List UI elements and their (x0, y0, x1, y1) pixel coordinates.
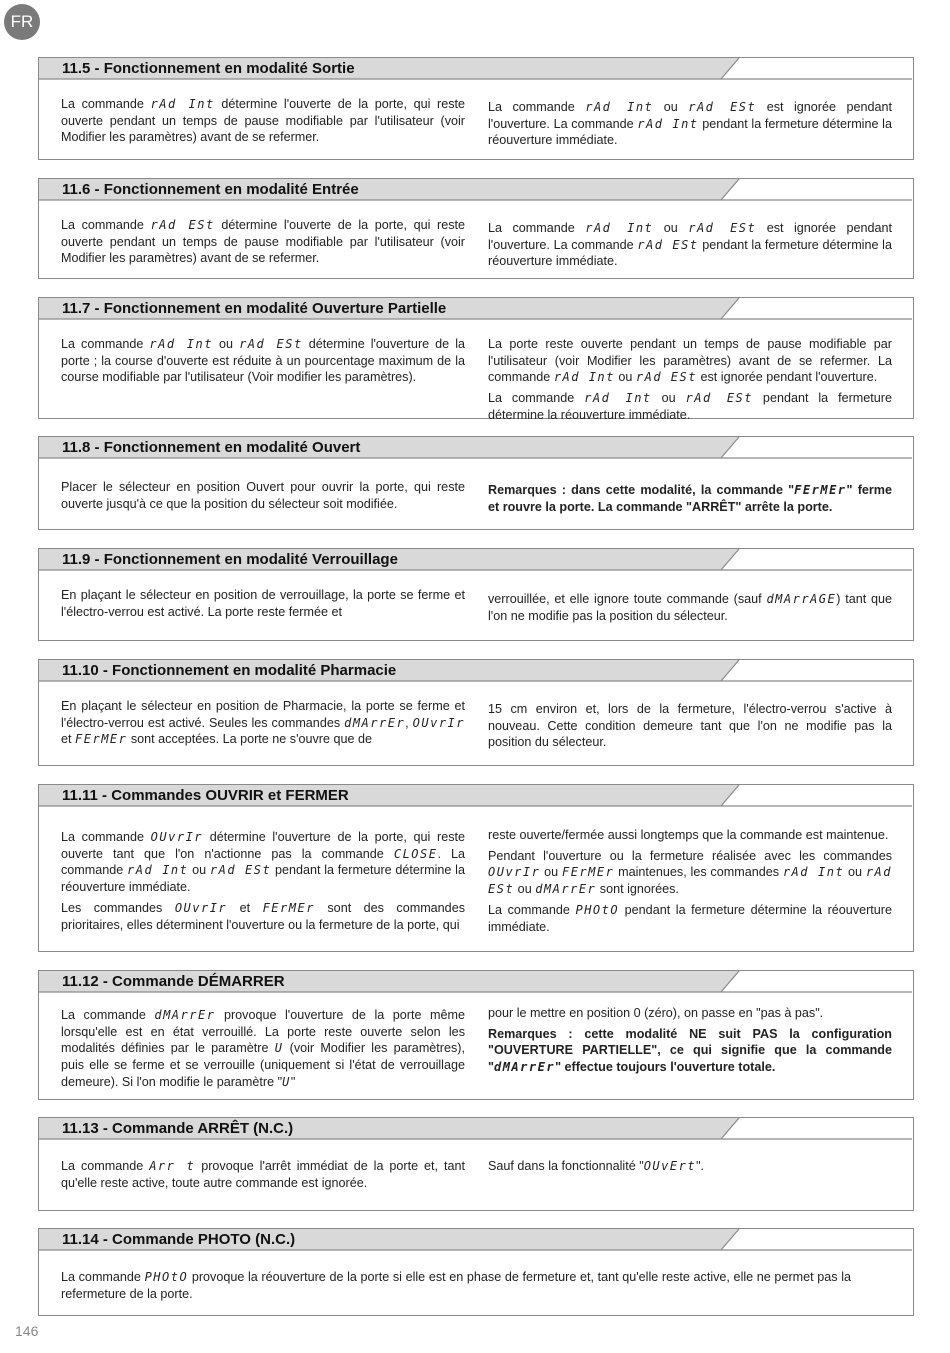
text-run: maintenues, les commandes (614, 865, 783, 880)
text-run: Les commandes (61, 900, 175, 915)
text-run: ou (212, 337, 240, 351)
lcd-code: U (282, 1074, 291, 1089)
lcd-code: rAd Int (585, 100, 654, 114)
paragraph (61, 1158, 465, 1191)
lcd-code: rAd ESt (150, 218, 215, 232)
section-title: 11.10 - Fonctionnement en modalité Pharmacie (62, 662, 397, 679)
paragraph (61, 217, 465, 267)
section-title: 11.12 - Commande DÉMARRER (62, 973, 285, 990)
paragraph (61, 336, 465, 386)
text-run: pendant la fermeture détermine la réouverture immédiate. (488, 116, 892, 148)
text-run: verrouillée, et elle ignore toute commande (sauf (488, 592, 767, 606)
left-column (61, 698, 465, 752)
paragraph (488, 1026, 892, 1076)
paragraph (488, 99, 892, 149)
section-title: 11.8 - Fonctionnement en modalité Ouvert (62, 439, 361, 456)
text-run: ou (844, 865, 866, 880)
paragraph (488, 220, 892, 270)
text-run: pendant la fermeture détermine la réouverture immédiate. (488, 391, 892, 422)
paragraph (488, 1005, 892, 1022)
lcd-code: rAd Int (585, 221, 654, 235)
left-column (61, 587, 465, 624)
paragraph (488, 902, 892, 935)
text-run: ou (540, 865, 562, 880)
text-run: et (61, 732, 76, 747)
right-column (488, 1158, 892, 1179)
paragraph (488, 390, 892, 423)
lcd-code: rAd ESt (635, 370, 697, 385)
lcd-code: dMArrEr (154, 1008, 216, 1022)
text-run: Pendant l'ouverture ou la fermeture réalisée avec les commandes (488, 848, 892, 863)
text-run: . La commande (61, 846, 465, 878)
text-run: provoque l'ouverture de la porte même lorsqu'elle est en état verrouillé. La porte reste ouverte selon les modalités définies par le paramètre (61, 1008, 465, 1056)
paragraph (488, 591, 892, 624)
lcd-code: dMArrEr (344, 715, 406, 730)
lcd-code: FErMEr (794, 483, 847, 497)
text-run: Sauf dans la fonctionnalité " (488, 1159, 644, 1173)
text-run: reste ouverte/fermée aussi longtemps que la commande est maintenue. (488, 828, 889, 842)
text-run: La commande (488, 221, 586, 235)
text-run: sont des commandes prioritaires, elles déterminent l'ouverture ou la fermeture de la porte, qui (61, 900, 465, 932)
lcd-code: CLOSE (393, 846, 438, 861)
bold-run: Remarques : cette modalité NE suit PAS la configuration "OUVERTURE PARTIELLE", ce qui signifie que la commande " (488, 1026, 892, 1075)
section-title: 11.9 - Fonctionnement en modalité Verrouillage (62, 551, 398, 568)
text-run: En plaçant le sélecteur en position de verrouillage, la porte se ferme et l'électro-verrou est activé. La porte reste fermée et (61, 588, 465, 619)
text-run: provoque l'arrêt immédiat de la porte et, tant qu'elle reste active, toute autre commande est ignorée. (61, 1159, 466, 1190)
text-run: La commande (61, 337, 150, 351)
paragraph (488, 848, 892, 898)
lcd-code: rAd Int (150, 97, 215, 111)
text-run: sont ignorées. (596, 882, 679, 897)
text-run: La commande (61, 1159, 150, 1173)
lcd-code: Arr t (149, 1159, 196, 1173)
text-run: pendant la fermeture détermine la réouverture immédiate. (488, 237, 892, 269)
text-run: ". (696, 1159, 705, 1173)
lcd-code: dMArrEr (535, 882, 597, 897)
text-run: " ferme et rouvre la porte. La commande "ARRÊT" arrête la porte. (488, 483, 892, 514)
paragraph (61, 96, 465, 146)
left-column (61, 1007, 465, 1095)
lcd-code: rAd Int (637, 116, 699, 131)
section (38, 1228, 914, 1316)
text-run: ou (514, 882, 536, 897)
left-column (61, 1158, 465, 1195)
text-run: En plaçant le sélecteur en position de Pharmacie, la porte se ferme et l'électro-verrou est activé. Seules les commandes (61, 699, 465, 730)
text-run: La commande (61, 1008, 155, 1022)
lcd-code: OUvErt (643, 1159, 697, 1173)
text-run: détermine l'ouverture de la porte, qui reste ouverte tant que l'on n'actionne pas la commande (61, 830, 466, 861)
text-run: ou (653, 221, 689, 235)
lcd-code: rAd Int (553, 370, 615, 385)
paragraph (61, 587, 465, 620)
text-run: ou (614, 370, 636, 385)
lcd-code: OUvrIr (150, 830, 204, 844)
section (38, 970, 914, 1100)
section (38, 659, 914, 766)
paragraph (61, 900, 465, 933)
left-column (61, 829, 465, 937)
lcd-code: FErMEr (262, 900, 315, 915)
paragraph (488, 1158, 892, 1175)
section (38, 57, 914, 160)
section (38, 784, 914, 952)
section (38, 178, 914, 279)
lcd-code: OUvrIr (488, 865, 541, 880)
lcd-code: OUvrIr (412, 715, 465, 730)
section (38, 436, 914, 530)
text-run: La commande (61, 1270, 145, 1284)
lcd-code: rAd ESt (637, 237, 699, 252)
text-run: détermine l'ouverture de la porte ; la course d'ouverte est réduite à un pourcentage maximum de la course modifiable par l'utilisateur (Voir modifier les paramètres). (61, 337, 466, 385)
language-badge: FR (4, 4, 40, 40)
section-title: 11.11 - Commandes OUVRIR et FERMER (62, 787, 349, 804)
text-run: provoque la réouverture de la porte si elle est en phase de fermeture et, tant qu'elle reste active, elle ne permet pas la refermeture de la porte. (61, 1270, 851, 1301)
lcd-code: dMArrAGE (766, 592, 837, 606)
text-run: est ignorée pendant l'ouverture. La commande (488, 100, 892, 131)
paragraph (61, 1007, 465, 1091)
section-title: 11.13 - Commande ARRÊT (N.C.) (62, 1120, 294, 1137)
right-column (488, 99, 892, 153)
page-number: 146 (15, 1323, 39, 1339)
section (38, 1117, 914, 1211)
lcd-code: dMArrEr (493, 1060, 556, 1075)
text-run: La commande (488, 391, 585, 406)
text-run: pour le mettre en position 0 (zéro), on passe en "pas à pas". (488, 1006, 824, 1020)
paragraph (488, 482, 892, 515)
lcd-code: PHOtO (144, 1270, 189, 1284)
lcd-code: rAd ESt (688, 100, 757, 114)
right-column (488, 482, 892, 519)
lcd-code: rAd ESt (688, 221, 757, 235)
text-run: pendant la fermeture détermine la réouverture immédiate. (61, 863, 465, 895)
paragraph (61, 479, 465, 512)
section (38, 548, 914, 641)
bold-run: " effectue toujours l'ouverture totale. (555, 1060, 776, 1075)
lcd-code: rAd Int (782, 865, 845, 880)
lcd-code: rAd Int (584, 391, 652, 406)
text-run: est ignorée pendant l'ouverture. La commande (488, 221, 892, 252)
lcd-code: rAd ESt (685, 391, 754, 406)
text-run: , (405, 715, 413, 730)
lcd-code: rAd ESt (488, 865, 892, 897)
lcd-code: FErMEr (75, 732, 128, 747)
text-run: Placer le sélecteur en position Ouvert pour ouvrir la porte, qui reste ouverte jusqu'à ce que la position du sélecteur soit modifiée. (61, 480, 465, 511)
left-column (61, 217, 465, 271)
right-column (488, 220, 892, 274)
lcd-code: PHOtO (575, 902, 620, 917)
text-run: et (227, 900, 263, 915)
left-column (61, 96, 465, 150)
text-run: (voir Modifier les paramètres), puis elle se ferme et se verrouille (uniquement si l'état de verrouillage demeure). Si l'on modifie le paramètre " (61, 1041, 465, 1089)
paragraph (61, 829, 465, 896)
right-column (488, 591, 892, 628)
text-run: ou (651, 391, 686, 406)
paragraph (61, 1269, 851, 1302)
paragraph (488, 336, 892, 386)
text-run: détermine l'ouverte de la porte, qui reste ouverte pendant un temps de pause modifiable par l'utilisateur (voir Modifier les paramètres) avant de se refermer. (61, 218, 465, 266)
section-title: 11.5 - Fonctionnement en modalité Sortie (62, 60, 355, 77)
lcd-code: rAd ESt (209, 863, 272, 878)
left-column (61, 336, 465, 390)
text-run: ou (188, 863, 210, 878)
right-column (488, 701, 892, 755)
text-run: La commande (61, 830, 151, 844)
right-column (488, 827, 892, 939)
text-run: La commande (61, 97, 151, 111)
text-run: " (290, 1074, 296, 1089)
paragraph (488, 701, 892, 751)
left-column (61, 479, 465, 516)
right-column (488, 1005, 892, 1080)
section-title: 11.6 - Fonctionnement en modalité Entrée (62, 181, 359, 198)
lcd-code: OUvrIr (174, 900, 228, 915)
text-run: La commande (61, 218, 151, 232)
section-title: 11.7 - Fonctionnement en modalité Ouverture Partielle (62, 300, 447, 317)
paragraph (61, 698, 465, 748)
text-run: est ignorée pendant l'ouverture. (696, 370, 878, 385)
text-run: 15 cm environ et, lors de la fermeture, l'électro-verrou s'active à nouveau. Cette condition demeure tant que l'on ne modifie pas la position du sélecteur. (488, 702, 892, 750)
lcd-code: FErMEr (561, 865, 615, 880)
lcd-code: U (274, 1041, 284, 1056)
section-title: 11.14 - Commande PHOTO (N.C.) (62, 1231, 296, 1248)
text-run: détermine l'ouverte de la porte, qui reste ouverte pendant un temps de pause modifiable par l'utilisateur (voir Modifier les paramètres) avant de se refermer. (61, 97, 465, 145)
section (38, 297, 914, 422)
lcd-code: rAd ESt (239, 337, 303, 351)
text-run: pendant la fermeture détermine la réouverture immédiate. (488, 902, 892, 934)
text-run: ) tant que l'on ne modifie pas la position du sélecteur. (488, 592, 892, 623)
text-run: ou (653, 100, 689, 114)
lcd-code: rAd Int (149, 337, 213, 351)
text-run: Remarques : dans cette modalité, la commande " (488, 483, 795, 497)
text-run: sont acceptées. La porte ne s'ouvre que de (127, 732, 373, 747)
text-run: La commande (488, 100, 586, 114)
right-column (488, 336, 892, 428)
text-run: La porte reste ouverte pendant un temps de pause modifiable par l'utilisateur (voir Modifier les paramètres) avant de se refermer. La commande (488, 337, 892, 385)
lcd-code: rAd Int (127, 863, 189, 878)
full-column (61, 1269, 851, 1306)
text-run: La commande (488, 902, 576, 917)
paragraph (488, 827, 892, 844)
